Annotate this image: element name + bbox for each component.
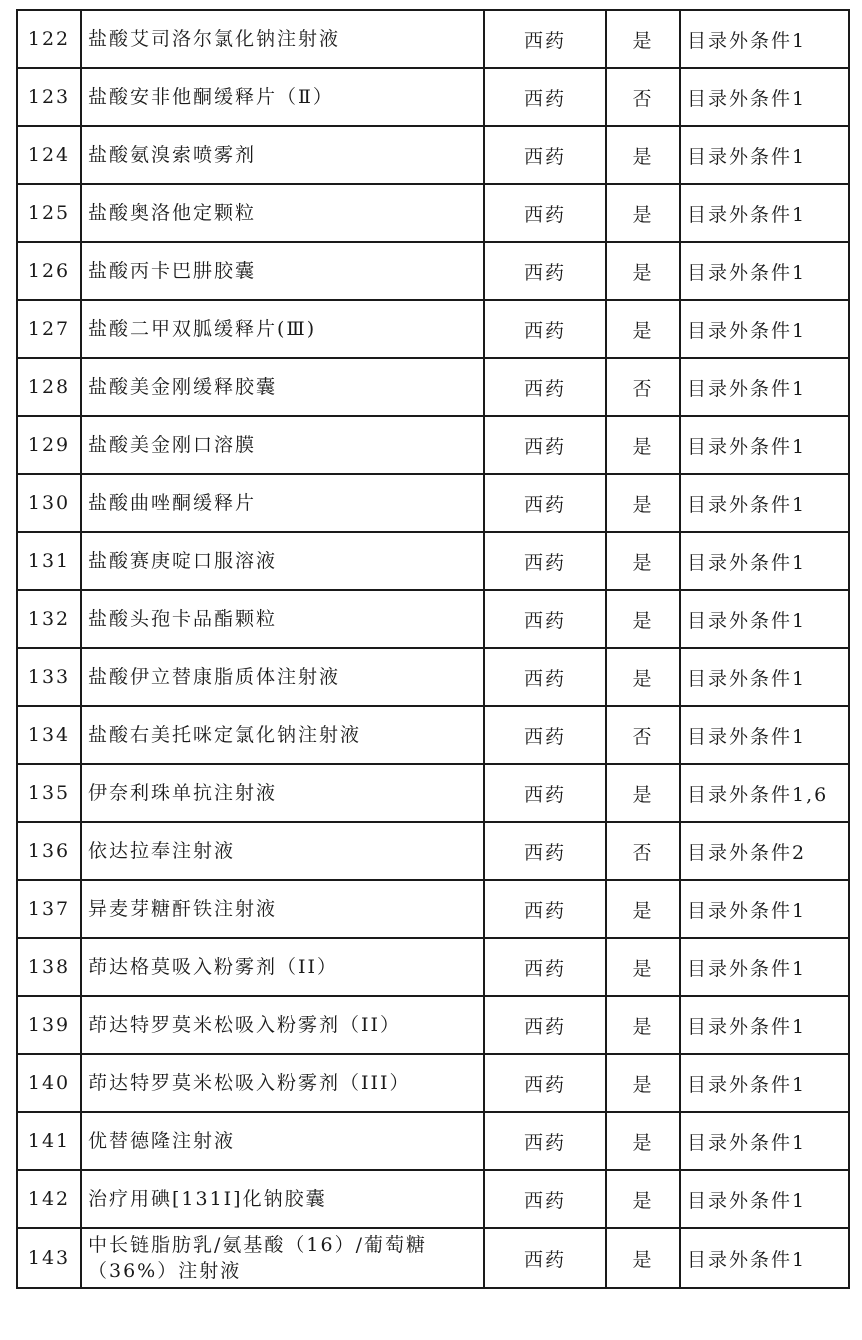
table-row	[17, 1112, 849, 1170]
drug-type: 西药	[484, 184, 606, 242]
table-row	[17, 938, 849, 996]
drug-condition: 目录外条件1	[680, 474, 849, 532]
drug-name: 盐酸右美托咪定氯化钠注射液	[81, 706, 484, 764]
row-number: 139	[17, 996, 81, 1054]
row-number: 130	[17, 474, 81, 532]
row-number: 143	[17, 1228, 81, 1288]
drug-condition: 目录外条件2	[680, 822, 849, 880]
row-number: 142	[17, 1170, 81, 1228]
drug-condition: 目录外条件1	[680, 184, 849, 242]
drug-flag: 是	[606, 1054, 680, 1112]
row-number: 141	[17, 1112, 81, 1170]
row-number: 135	[17, 764, 81, 822]
drug-type: 西药	[484, 822, 606, 880]
drug-name: 依达拉奉注射液	[81, 822, 484, 880]
drug-flag: 是	[606, 474, 680, 532]
table-row	[17, 300, 849, 358]
drug-type: 西药	[484, 532, 606, 590]
drug-flag: 是	[606, 532, 680, 590]
table-row	[17, 706, 849, 764]
drug-type: 西药	[484, 126, 606, 184]
drug-flag: 是	[606, 126, 680, 184]
drug-flag: 是	[606, 996, 680, 1054]
drug-type: 西药	[484, 10, 606, 68]
drug-type: 西药	[484, 996, 606, 1054]
drug-type: 西药	[484, 590, 606, 648]
row-number: 128	[17, 358, 81, 416]
drug-condition: 目录外条件1	[680, 1228, 849, 1288]
row-number: 129	[17, 416, 81, 474]
drug-flag: 否	[606, 822, 680, 880]
drug-flag: 是	[606, 590, 680, 648]
drug-catalog-table	[16, 9, 850, 1289]
table-row	[17, 184, 849, 242]
drug-type: 西药	[484, 300, 606, 358]
drug-flag: 是	[606, 880, 680, 938]
drug-type: 西药	[484, 474, 606, 532]
table-row	[17, 126, 849, 184]
drug-flag: 是	[606, 300, 680, 358]
drug-flag: 是	[606, 416, 680, 474]
drug-flag: 否	[606, 706, 680, 764]
drug-condition: 目录外条件1	[680, 532, 849, 590]
row-number: 134	[17, 706, 81, 764]
drug-condition: 目录外条件1	[680, 880, 849, 938]
row-number: 136	[17, 822, 81, 880]
drug-type: 西药	[484, 1170, 606, 1228]
row-number: 138	[17, 938, 81, 996]
table-row	[17, 590, 849, 648]
table-row	[17, 880, 849, 938]
drug-flag: 是	[606, 648, 680, 706]
drug-type: 西药	[484, 880, 606, 938]
drug-flag: 是	[606, 242, 680, 300]
drug-type: 西药	[484, 1112, 606, 1170]
row-number: 124	[17, 126, 81, 184]
drug-name: 盐酸二甲双胍缓释片(Ⅲ)	[81, 300, 484, 358]
table-row	[17, 1228, 849, 1288]
drug-type: 西药	[484, 1228, 606, 1288]
drug-type: 西药	[484, 416, 606, 474]
drug-name: 盐酸安非他酮缓释片（Ⅱ）	[81, 68, 484, 126]
drug-condition: 目录外条件1	[680, 242, 849, 300]
drug-type: 西药	[484, 706, 606, 764]
row-number: 125	[17, 184, 81, 242]
drug-name: 盐酸头孢卡品酯颗粒	[81, 590, 484, 648]
table-row	[17, 68, 849, 126]
table-row	[17, 822, 849, 880]
drug-name: 治疗用碘[131I]化钠胶囊	[81, 1170, 484, 1228]
drug-flag: 是	[606, 1112, 680, 1170]
row-number: 137	[17, 880, 81, 938]
drug-name: 中长链脂肪乳/氨基酸（16）/葡萄糖（36%）注射液	[81, 1228, 484, 1288]
drug-condition: 目录外条件1	[680, 126, 849, 184]
drug-name: 盐酸伊立替康脂质体注射液	[81, 648, 484, 706]
drug-name: 盐酸美金刚缓释胶囊	[81, 358, 484, 416]
drug-condition: 目录外条件1	[680, 68, 849, 126]
drug-condition: 目录外条件1	[680, 648, 849, 706]
row-number: 127	[17, 300, 81, 358]
drug-name: 伊奈利珠单抗注射液	[81, 764, 484, 822]
drug-flag: 是	[606, 764, 680, 822]
drug-name: 茚达特罗莫米松吸入粉雾剂（III）	[81, 1054, 484, 1112]
drug-name: 盐酸氨溴索喷雾剂	[81, 126, 484, 184]
table-row	[17, 1054, 849, 1112]
drug-condition: 目录外条件1	[680, 358, 849, 416]
table-row	[17, 1170, 849, 1228]
table-row	[17, 10, 849, 68]
drug-name: 茚达格莫吸入粉雾剂（II）	[81, 938, 484, 996]
table-row	[17, 532, 849, 590]
drug-name: 茚达特罗莫米松吸入粉雾剂（II）	[81, 996, 484, 1054]
drug-condition: 目录外条件1	[680, 996, 849, 1054]
drug-flag: 是	[606, 1228, 680, 1288]
drug-condition: 目录外条件1	[680, 590, 849, 648]
table-row	[17, 764, 849, 822]
drug-flag: 是	[606, 1170, 680, 1228]
drug-condition: 目录外条件1,6	[680, 764, 849, 822]
drug-name: 盐酸美金刚口溶膜	[81, 416, 484, 474]
drug-flag: 否	[606, 68, 680, 126]
table-row	[17, 648, 849, 706]
table-row	[17, 996, 849, 1054]
drug-name: 优替德隆注射液	[81, 1112, 484, 1170]
drug-condition: 目录外条件1	[680, 1054, 849, 1112]
table-row	[17, 416, 849, 474]
table-row	[17, 474, 849, 532]
drug-condition: 目录外条件1	[680, 300, 849, 358]
row-number: 131	[17, 532, 81, 590]
drug-condition: 目录外条件1	[680, 938, 849, 996]
drug-name: 盐酸奥洛他定颗粒	[81, 184, 484, 242]
drug-condition: 目录外条件1	[680, 706, 849, 764]
drug-type: 西药	[484, 242, 606, 300]
drug-condition: 目录外条件1	[680, 1112, 849, 1170]
drug-flag: 是	[606, 10, 680, 68]
drug-name: 盐酸曲唑酮缓释片	[81, 474, 484, 532]
drug-type: 西药	[484, 764, 606, 822]
drug-condition: 目录外条件1	[680, 1170, 849, 1228]
drug-name: 异麦芽糖酐铁注射液	[81, 880, 484, 938]
row-number: 123	[17, 68, 81, 126]
row-number: 133	[17, 648, 81, 706]
table-row	[17, 242, 849, 300]
drug-flag: 是	[606, 184, 680, 242]
drug-type: 西药	[484, 358, 606, 416]
table-row	[17, 358, 849, 416]
drug-name: 盐酸赛庚啶口服溶液	[81, 532, 484, 590]
drug-type: 西药	[484, 938, 606, 996]
row-number: 132	[17, 590, 81, 648]
drug-flag: 否	[606, 358, 680, 416]
drug-condition: 目录外条件1	[680, 10, 849, 68]
drug-flag: 是	[606, 938, 680, 996]
drug-type: 西药	[484, 1054, 606, 1112]
row-number: 122	[17, 10, 81, 68]
row-number: 140	[17, 1054, 81, 1112]
drug-type: 西药	[484, 648, 606, 706]
drug-condition: 目录外条件1	[680, 416, 849, 474]
row-number: 126	[17, 242, 81, 300]
drug-name: 盐酸艾司洛尔氯化钠注射液	[81, 10, 484, 68]
drug-type: 西药	[484, 68, 606, 126]
drug-name: 盐酸丙卡巴肼胶囊	[81, 242, 484, 300]
